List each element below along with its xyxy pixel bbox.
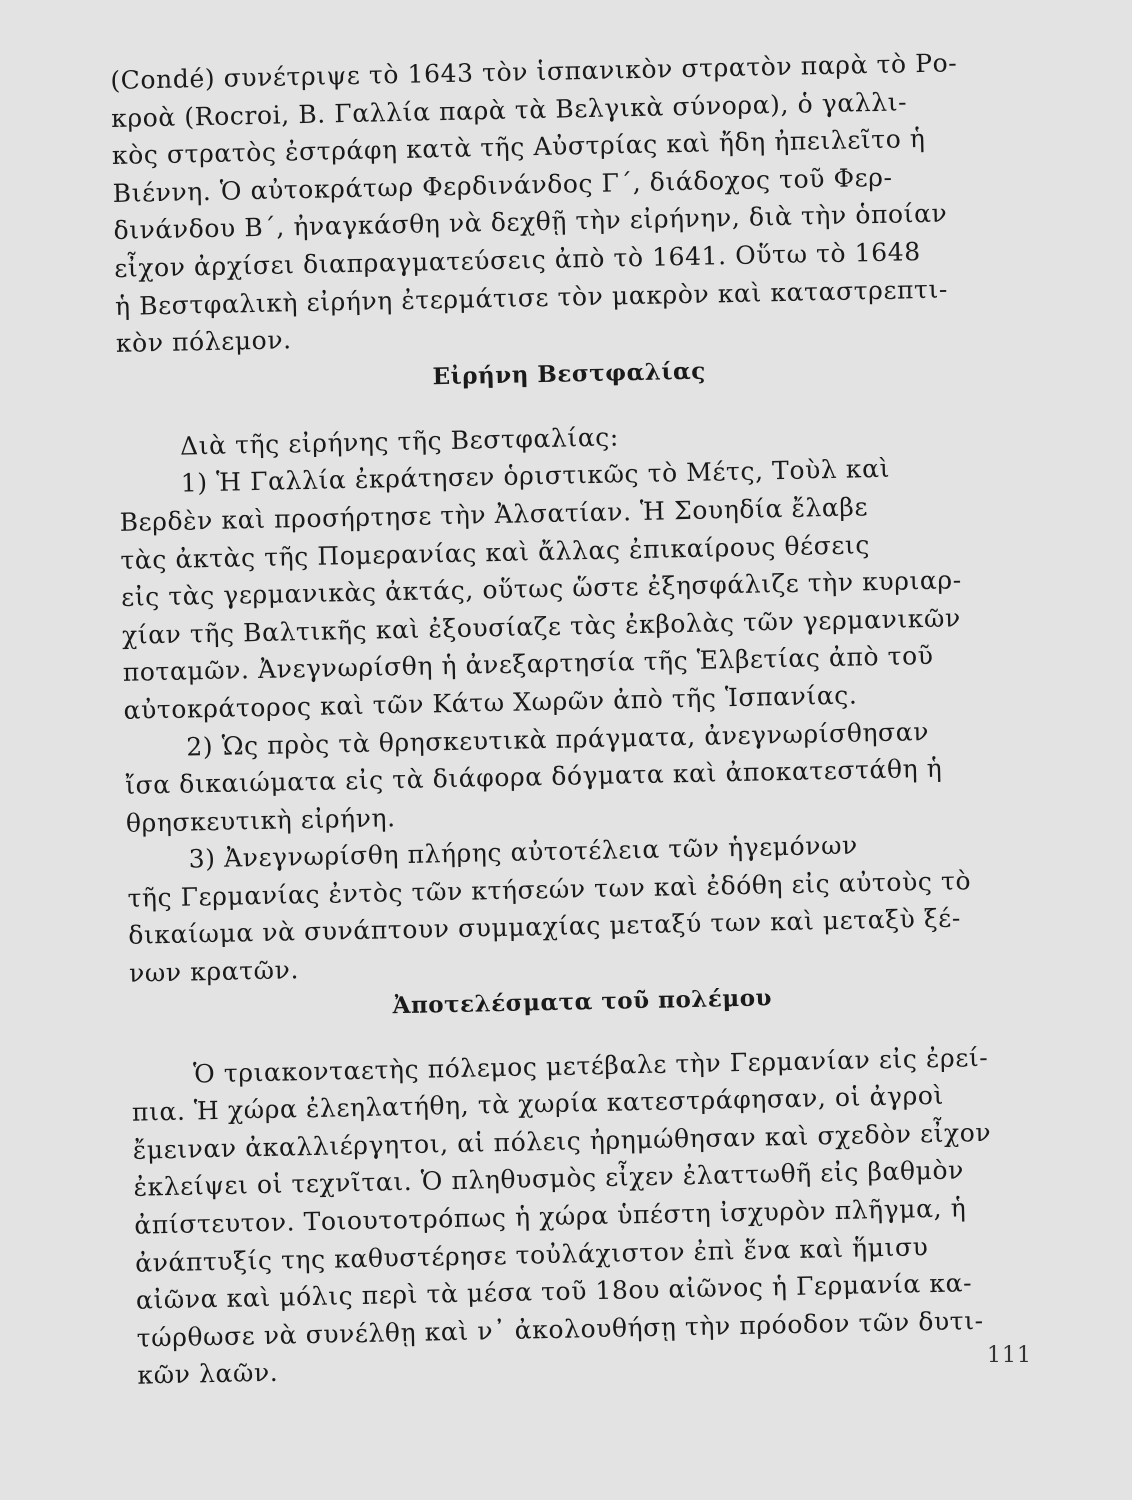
text-line: ἀπίστευτον. Τοιουτοτρόπως ἡ χώρα ὑπέστη ἰσχυρὸν πλῆγμα, ἡ (134, 1193, 967, 1240)
text-line: αἰῶνα καὶ μόλις περὶ τὰ μέσα τοῦ 18ου αἰῶνος ἡ Γερμανία κα- (135, 1268, 973, 1315)
text-line: 1) Ἡ Γαλλία ἐκράτησεν ὁριστικῶς τὸ Μέτς, Τοὺλ καὶ (180, 454, 891, 498)
text-block (110, 43, 1043, 1395)
section-results (131, 1037, 1043, 1394)
text-line: τὰς ἀκτὰς τῆς Πομερανίας καὶ ἄλλας ἐπικαίρους θέσεις (120, 529, 871, 575)
text-line: κῶν λαῶν. (137, 1358, 279, 1391)
text-line: 3) Ἀνεγνωρίσθη πλήρης αὐτοτέλεια τῶν ἡγεμόνων (188, 830, 859, 874)
text-line: θρησκευτικὴ εἰρήνη. (125, 802, 396, 838)
text-line: κὸς στρατὸς ἐστράφη κατὰ τῆς Αὐστρίας καὶ ἤδη ἠπειλεῖτο ἡ (111, 124, 926, 171)
text-line: ἐκλείψει οἱ τεχνῖται. Ὁ πληθυσμὸς εἶχεν ἐλαττωθῆ εἰς βαθμὸν (133, 1155, 965, 1203)
section-westphalia (118, 410, 1035, 993)
text-line: τώρθωσε νὰ συνέλθῃ καὶ ν᾽ ἀκολουθήσῃ τὴν πρόοδον τῶν δυτι- (136, 1305, 984, 1353)
text-line: (Condé) συνέτριψε τὸ 1643 τὸν ἱσπανικὸν στρατὸν παρὰ τὸ Ρο- (110, 48, 958, 95)
text-line: Βιέννη. Ὁ αὐτοκράτωρ Φερδινάνδος Γ΄, διάδοχος τοῦ Φερ- (112, 162, 893, 208)
text-line: ἴσα δικαιώματα εἰς τὰ διάφορα δόγματα καὶ ἀποκατεστάθη ἡ (124, 753, 943, 800)
text-line: 2) Ὡς πρὸς τὰ θρησκευτικὰ πράγματα, ἀνεγνωρίσθησαν (186, 716, 930, 762)
text-line: δικαίωμα νὰ συνάπτουν συμμαχίας μεταξύ των καὶ μεταξὺ ξέ- (127, 903, 962, 951)
text-line: ἀνάπτυξίς της καθυστέρησε τοὐλάχιστον ἐπὶ ἕνα καὶ ἥμισυ (134, 1231, 929, 1278)
text-line: ποταμῶν. Ἀνεγνωρίσθη ἡ ἀνεξαρτησία τῆς Ἑλβετίας ἀπὸ τοῦ (122, 641, 934, 688)
page-number: 111 (987, 1343, 1032, 1368)
text-line: εἰς τὰς γερμανικὰς ἀκτάς, οὕτως ὥστε ἐξησφάλιζε τὴν κυριαρ- (120, 565, 963, 613)
text-line: δινάνδου Β΄, ἠναγκάσθη νὰ δεχθῇ τὴν εἰρήνην, διὰ τὴν ὁποίαν (113, 198, 948, 246)
text-line: πια. Ἡ χώρα ἐλεηλατήθη, τὰ χωρία κατεστράφησαν, οἱ ἀγροὶ (131, 1081, 945, 1128)
paragraph-intro (110, 43, 1021, 363)
text-line: Διὰ τῆς εἰρήνης τῆς Βεστφαλίας: (179, 422, 620, 461)
text-line: χίαν τῆς Βαλτικῆς καὶ ἐξουσίαζε τὰς ἐκβολὰς τῶν γερμανικῶν (121, 603, 962, 650)
text-line: νων κρατῶν. (128, 955, 300, 988)
text-line: κροὰ (Rocroi, Β. Γαλλία παρὰ τὰ Βελγικὰ σύνορα), ὁ γαλλι- (110, 86, 908, 133)
section-heading-westphalia: Εἰρήνη Βεστφαλίας (432, 357, 706, 391)
text-line: Ὁ τριακονταετὴς πόλεμος μετέβαλε τὴν Γερμανίαν εἰς ἐρεί- (192, 1042, 989, 1089)
text-line: ἡ Βεστφαλικὴ εἰρήνη ἐτερμάτισε τὸν μακρὸν καὶ καταστρεπτι- (114, 274, 949, 321)
text-line: τῆς Γερμανίας ἐντὸς τῶν κτήσεών των καὶ ἐδόθη εἰς αὐτοὺς τὸ (127, 866, 972, 913)
text-line: κὸν πόλεμον. (115, 325, 292, 359)
text-line: εἶχον ἀρχίσει διαπραγματεύσεις ἀπὸ τὸ 1641. Οὕτω τὸ 1648 (114, 237, 921, 283)
text-line: Βερδὲν καὶ προσήρτησε τὴν Ἀλσατίαν. Ἡ Σουηδία ἔλαβε (119, 492, 869, 537)
section-heading-results: Ἀποτελέσματα τοῦ πολέμου (392, 984, 773, 1019)
text-line: ἔμειναν ἀκαλλιέργητοι, αἱ πόλεις ἠρημώθησαν καὶ σχεδὸν εἶχον (132, 1117, 992, 1165)
text-line: αὐτοκράτορος καὶ τῶν Κάτω Χωρῶν ἀπὸ τῆς Ἱσπανίας. (123, 680, 858, 725)
